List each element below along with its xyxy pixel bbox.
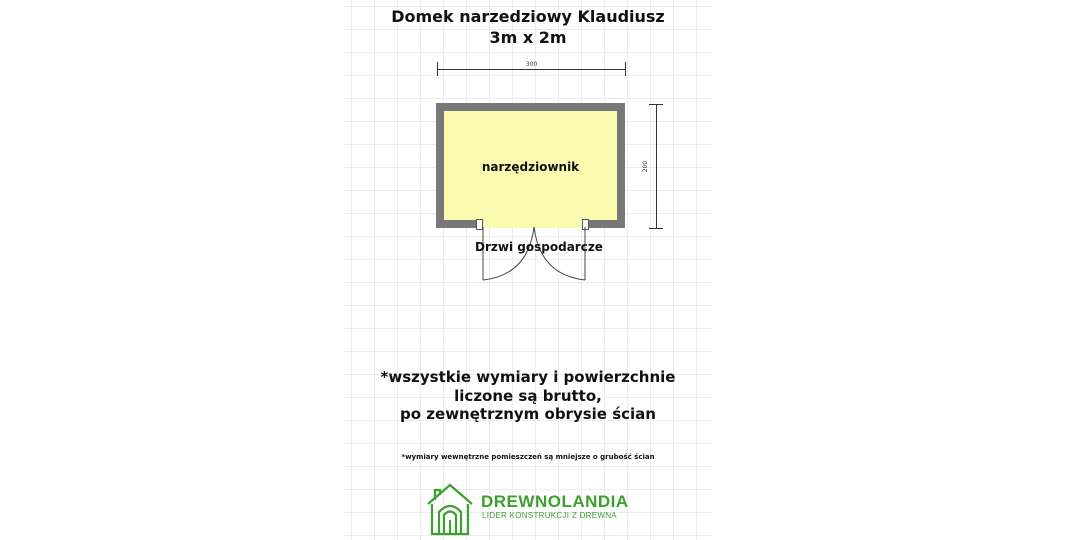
room-label: narzędziownik <box>481 160 580 174</box>
width-dimension-line <box>437 69 626 70</box>
plan-size: 3m x 2m <box>489 28 567 47</box>
door-label: Drzwi gospodarcze <box>475 240 603 254</box>
width-dimension-label: 300 <box>525 61 538 68</box>
door-swing-icon <box>470 225 600 290</box>
note-line-2: liczone są brutto, <box>454 387 602 405</box>
wooden-house-icon <box>425 482 475 536</box>
logo-name: DREWNOLANDIA <box>481 492 629 511</box>
note-line-1: *wszystkie wymiary i powierzchnie <box>380 368 676 386</box>
depth-dimension-label: 200 <box>642 160 650 173</box>
plan-title: Domek narzedziowy Klaudiusz <box>391 7 665 26</box>
note-line-3: po zewnętrznym obrysie ścian <box>400 405 656 423</box>
logo-tagline: LIDER KONSTRUKCJI Z DREWNA <box>482 511 617 520</box>
depth-dimension-line <box>656 104 657 229</box>
small-note: *wymiary wewnętrzne pomieszczeń są mniejsze o grubość ścian <box>401 453 655 461</box>
depth-dimension-tick-bottom <box>649 228 663 229</box>
